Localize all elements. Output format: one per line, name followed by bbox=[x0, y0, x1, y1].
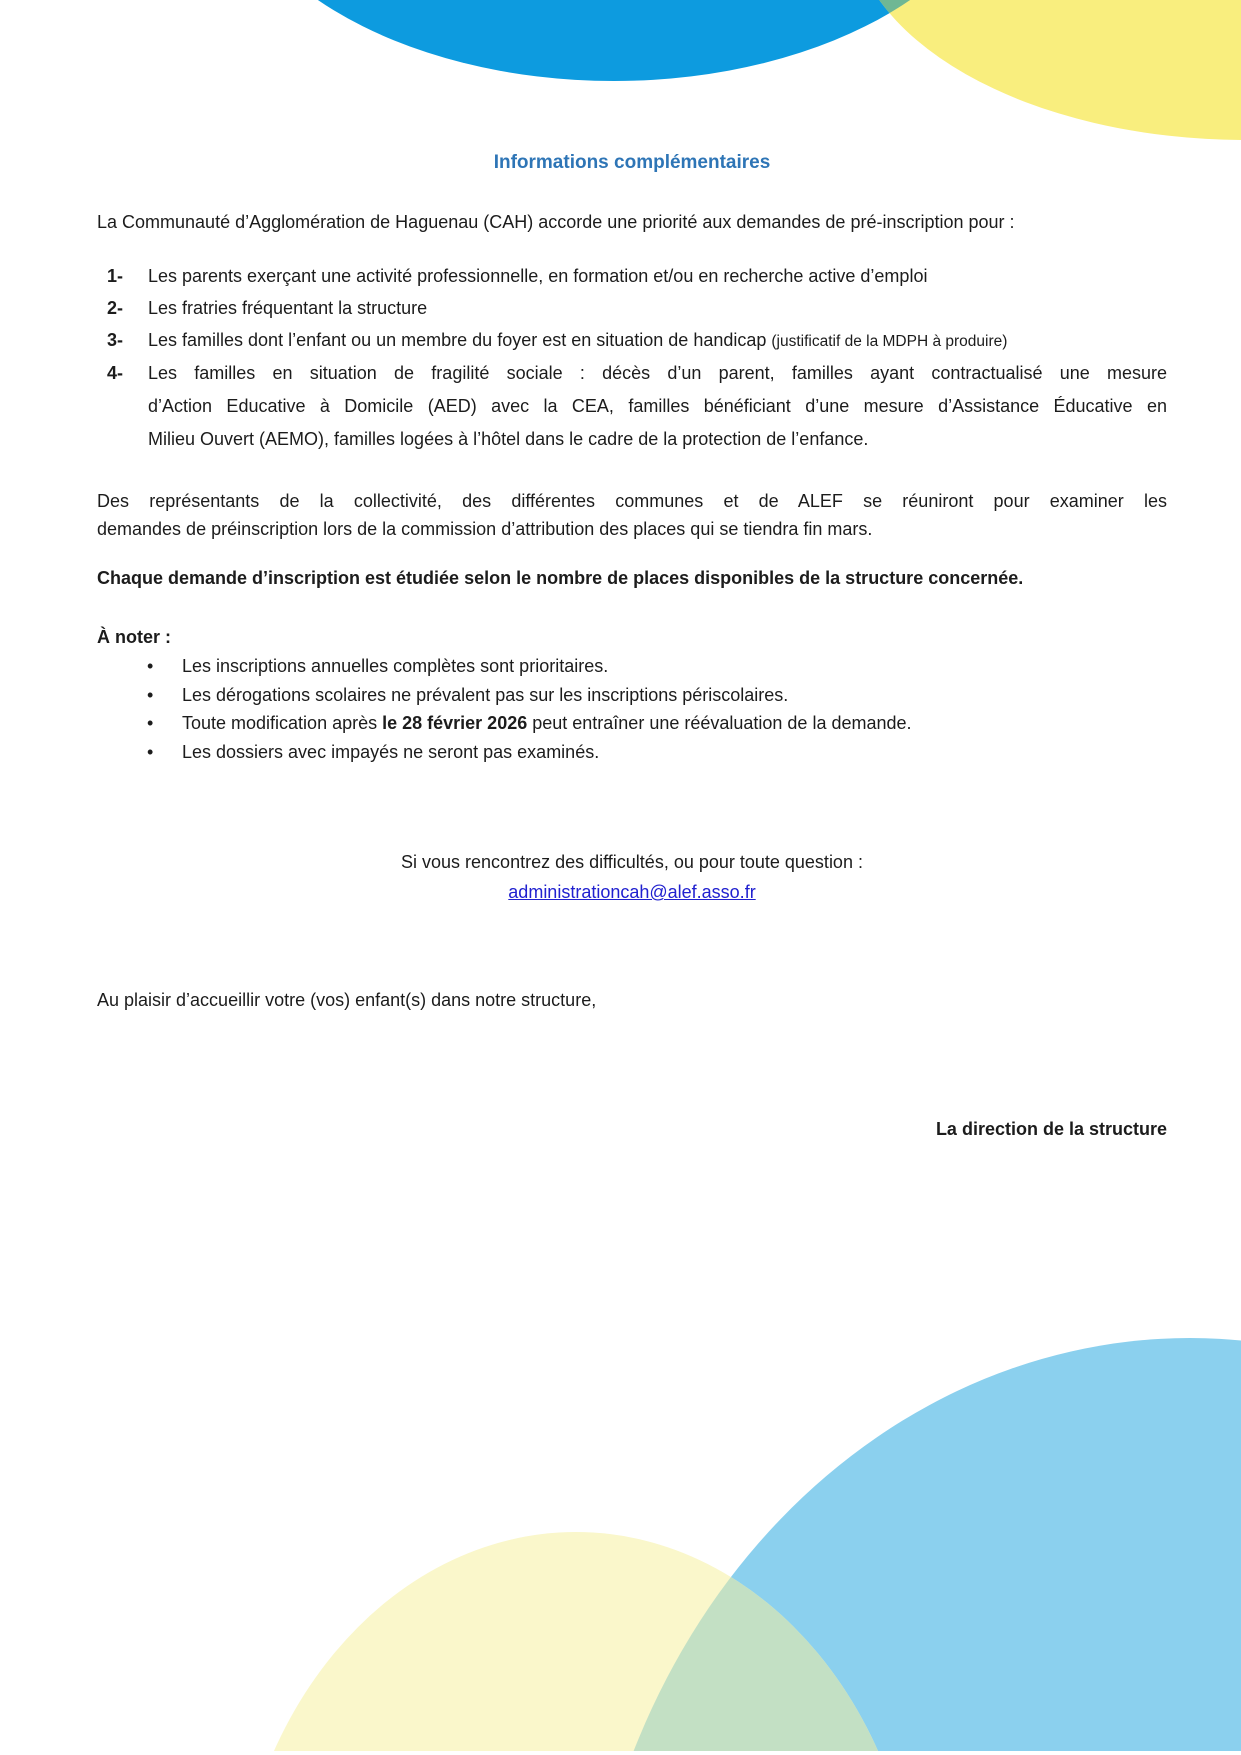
priority-item-text-lines bbox=[148, 357, 1167, 456]
note-text: Les dérogations scolaires ne prévalent pas sur les inscriptions périscolaires. bbox=[182, 684, 789, 705]
priority-item-line: Milieu Ouvert (AEMO), familles logées à l’hôtel dans le cadre de la protection de l’enfance. bbox=[148, 429, 869, 449]
list-item bbox=[97, 738, 1167, 767]
page-bottom-edge bbox=[0, 1751, 1241, 1755]
contact-line: Si vous rencontrez des difficultés, ou pour toute question : bbox=[401, 852, 863, 872]
bottom-green-overlap bbox=[580, 1338, 1241, 1755]
note-text-bold-date: le 28 février 2026 bbox=[382, 713, 528, 733]
priority-item-2 bbox=[107, 295, 427, 321]
priority-item-3 bbox=[107, 327, 1007, 355]
priority-item-line: Les familles en situation de fragilité sociale : décès d’un parent, familles ayant contractualisé une mesure bbox=[148, 363, 1167, 383]
priority-item-number: 1- bbox=[107, 266, 124, 286]
bullet-icon: • bbox=[147, 713, 154, 733]
contact-block bbox=[97, 847, 1167, 907]
committee-paragraph bbox=[97, 487, 1167, 543]
committee-line: Des représentants de la collectivité, des différentes communes et de ALEF se réuniront pour examiner les bbox=[97, 491, 1167, 511]
list-item bbox=[97, 681, 1167, 710]
list-item bbox=[97, 652, 1167, 681]
bottom-yellow-ellipse bbox=[232, 1532, 920, 1755]
bullet-icon: • bbox=[147, 741, 154, 762]
priority-item-text: Les fratries fréquentant la structure bbox=[148, 298, 428, 318]
contact-email-link[interactable]: administrationcah@alef.asso.fr bbox=[508, 882, 756, 902]
note-text-pre: Toute modification après bbox=[182, 713, 383, 733]
bottom-decoration bbox=[0, 1325, 1241, 1755]
priority-item-4 bbox=[107, 357, 1167, 456]
priority-item-number: 4- bbox=[107, 363, 124, 383]
list-item bbox=[97, 709, 1167, 738]
bottom-blue-ellipse bbox=[580, 1338, 1241, 1755]
top-yellow-ellipse bbox=[850, 0, 1241, 140]
bold-notice: Chaque demande d’inscription est étudiée selon le nombre de places disponibles de la structure concernée. bbox=[97, 568, 1024, 588]
intro-paragraph: La Communauté d’Agglomération de Haguenau (CAH) accorde une priorité aux demandes de pré-inscription pour : bbox=[97, 212, 1015, 232]
note-text: Les dossiers avec impayés ne seront pas examinés. bbox=[182, 741, 600, 762]
signature-line: La direction de la structure bbox=[935, 1119, 1167, 1139]
top-green-overlap bbox=[218, 0, 1010, 81]
notes-heading: À noter : bbox=[97, 627, 171, 647]
bullet-icon: • bbox=[147, 656, 154, 676]
page-title: Informations complémentaires bbox=[493, 152, 771, 173]
priority-item-1 bbox=[107, 263, 927, 289]
bullet-icon: • bbox=[147, 684, 154, 705]
priority-item-number: 3- bbox=[107, 330, 124, 350]
priority-item-number: 2- bbox=[107, 298, 124, 318]
priority-item-line: d’Action Educative à Domicile (AED) avec la CEA, familles bénéficiant d’une mesure d’Assistance Éducative en bbox=[148, 396, 1167, 416]
closing-line: Au plaisir d’accueillir votre (vos) enfant(s) dans notre structure, bbox=[97, 990, 597, 1010]
committee-line: demandes de préinscription lors de la commission d’attribution des places qui se tiendra fin mars. bbox=[97, 519, 873, 539]
note-text: Les inscriptions annuelles complètes sont prioritaires. bbox=[182, 656, 609, 676]
note-text-post: peut entraîner une réévaluation de la demande. bbox=[527, 713, 912, 733]
top-blue-ellipse bbox=[218, 0, 1010, 81]
priority-item-note: (justificatif de la MDPH à produire) bbox=[771, 333, 1008, 350]
notes-list bbox=[97, 652, 1167, 766]
priority-item-text: Les familles dont l’enfant ou un membre du foyer est en situation de handicap bbox=[148, 330, 772, 350]
priority-item-text: Les parents exerçant une activité professionnelle, en formation et/ou en recherche active d’emploi bbox=[148, 266, 928, 286]
